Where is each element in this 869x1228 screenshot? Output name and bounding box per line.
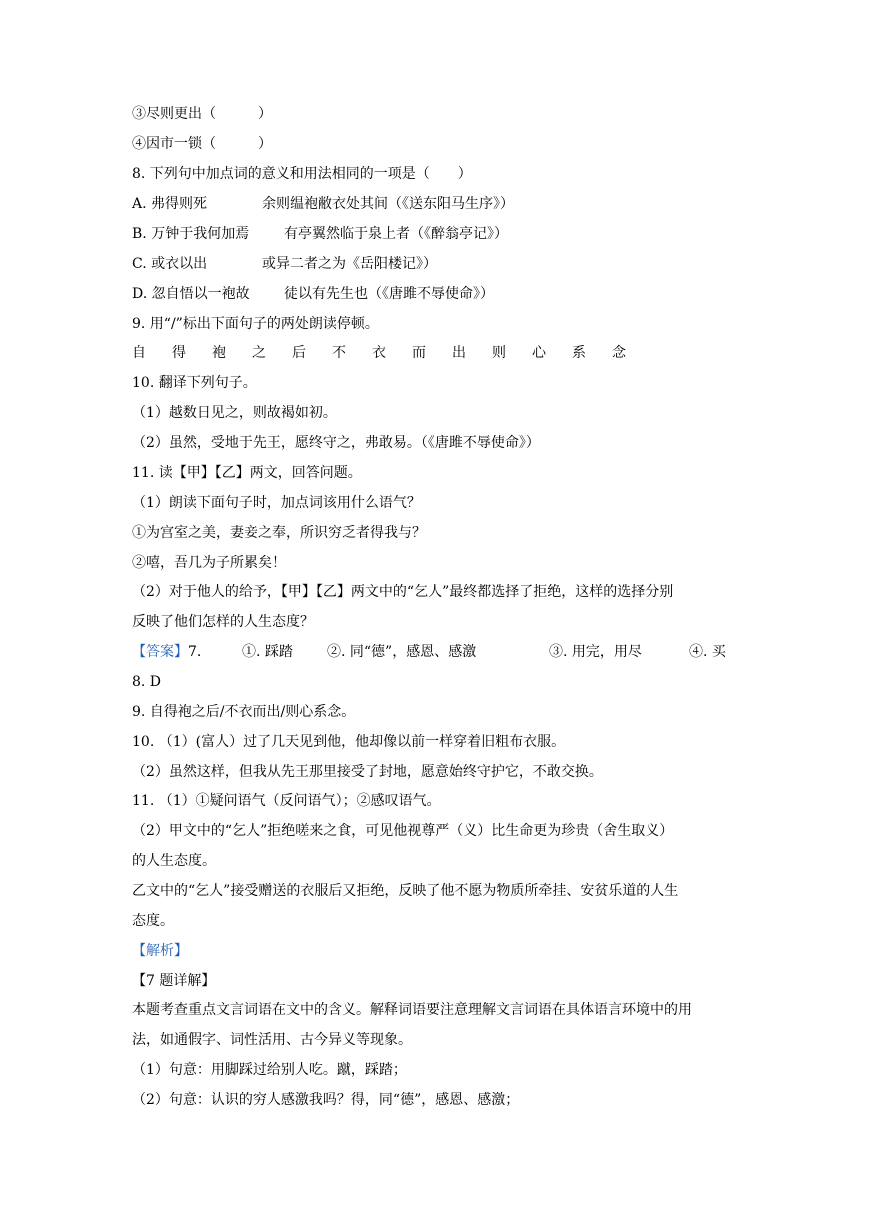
text-line: （2）虽然这样，但我从先王那里接受了封地，愿意始终守护它，不敢交换。 <box>132 764 603 780</box>
text-line: 的人生态度。 <box>132 853 216 869</box>
sentence-char: 而 <box>412 345 426 361</box>
text-line: 反映了他们怎样的人生态度？ <box>132 614 314 630</box>
sentence-char: 念 <box>612 345 626 361</box>
text-line: （2）甲文中的“乞人”拒绝嗟来之食，可见他视尊严（义）比生命更为珍贵（舍生取义） <box>132 823 674 839</box>
text-line: ④因市一锁（ ） <box>132 136 272 152</box>
sentence-char: 衣 <box>372 345 386 361</box>
text-line: （1）朗读下面句子时，加点词该用什么语气？ <box>132 495 421 511</box>
question-9: 9. 用“/”标出下面句子的两处朗读停顿。 <box>132 316 379 332</box>
sentence-char: 不 <box>332 345 346 361</box>
text-line: ②嘻，吾几为子所累矣！ <box>132 555 286 571</box>
text-line: 乙文中的“乞人”接受赠送的衣服后又拒绝，反映了他不愿为物质所牵挂、安贫乐道的人生 <box>132 883 679 899</box>
answer-8: 8. D <box>132 674 162 690</box>
sentence-char: 后 <box>292 345 306 361</box>
text-line: ③尽则更出（ ） <box>132 106 272 122</box>
section-heading: 【7 题详解】 <box>132 973 216 989</box>
answer-7-item: ①. 踩踏 <box>242 644 293 660</box>
sentence-char: 自 <box>132 345 146 361</box>
answer-7-number: 7. <box>188 644 202 660</box>
option-d-right: 徒以有先生也（《唐雎不辱使命》） <box>284 286 494 302</box>
option-b <box>132 224 759 244</box>
sentence-char: 系 <box>572 345 586 361</box>
answer-line <box>132 642 759 662</box>
sentence-char: 出 <box>452 345 466 361</box>
question-10: 10. 翻译下列句子。 <box>132 375 257 391</box>
text-line: （1）越数日见之，则故褐如初。 <box>132 405 337 421</box>
answer-9: 9. 自得袍之后/不衣而出/则心系念。 <box>132 704 356 720</box>
text-line: 态度。 <box>132 913 174 929</box>
question-11: 11. 读【甲】【乙】两文，回答问题。 <box>132 465 362 481</box>
option-d-left: D. 忽自悟以一袍故 <box>132 286 250 302</box>
text-line: （1）句意：用脚踩过给别人吃。蹴，踩踏； <box>132 1062 407 1078</box>
option-b-left: B. 万钟于我何加焉 <box>132 226 250 242</box>
text-line: 本题考查重点文言词语在文中的含义。解释词语要注意理解文言词语在具体语言环境中的用 <box>132 1002 692 1018</box>
option-c-left: C. 或衣以出 <box>132 256 208 272</box>
answer-7-item: ④. 买 <box>689 644 726 660</box>
option-a <box>132 194 759 214</box>
pause-sentence <box>132 343 759 363</box>
sentence-char: 之 <box>252 345 266 361</box>
sentence-char: 则 <box>492 345 506 361</box>
option-a-right: 余则缊袍敝衣处其间（《送东阳马生序》） <box>262 196 514 212</box>
answer-11: 11. （1）①疑问语气（反问语气）；②感叹语气。 <box>132 793 441 809</box>
option-c <box>132 254 759 274</box>
answer-10: 10. （1）(富人）过了几天见到他，他却像以前一样穿着旧粗布衣服。 <box>132 734 566 750</box>
text-line: （2）虽然，受地于先王，愿终守之，弗敢易。（《唐雎不辱使命》） <box>132 435 540 451</box>
option-c-right: 或异二者之为《岳阳楼记》） <box>262 256 437 272</box>
answer-7-item: ③. 用完，用尽 <box>549 644 642 660</box>
option-a-left: A. 弗得则死 <box>132 196 208 212</box>
sentence-char: 心 <box>532 345 546 361</box>
question-8: 8. 下列句中加点词的意义和用法相同的一项是（ ） <box>132 166 472 182</box>
text-line: （2）句意：认识的穷人感激我吗？得，同“德”，感恩、感激； <box>132 1092 520 1108</box>
answer-tag: 【答案】 <box>132 644 188 660</box>
sentence-char: 得 <box>172 345 186 361</box>
text-line: （2）对于他人的给予，【甲】【乙】两文中的“乞人”最终都选择了拒绝，这样的选择分别 <box>132 584 674 600</box>
analysis-tag: 【解析】 <box>132 943 188 959</box>
text-line: ①为宫室之美，妻妾之奉，所识穷乏者得我与？ <box>132 525 426 541</box>
option-d <box>132 284 759 304</box>
answer-7-item: ②. 同“德”，感恩、感激 <box>327 644 477 660</box>
option-b-right: 有亭翼然临于泉上者（《醉翁亭记》） <box>284 226 508 242</box>
sentence-char: 袍 <box>212 345 226 361</box>
text-line: 法，如通假字、词性活用、古今异义等现象。 <box>132 1032 412 1048</box>
